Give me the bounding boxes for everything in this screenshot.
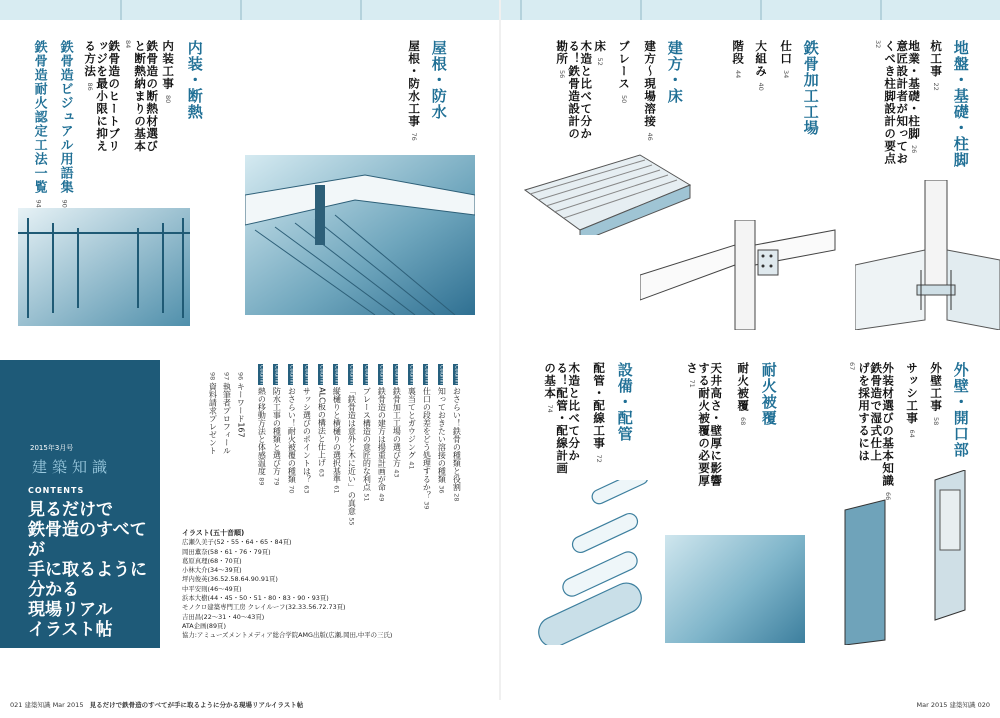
fireproof-ceiling-illustration	[665, 535, 805, 643]
page-number: 94	[34, 199, 43, 208]
pipes-illustration	[530, 480, 650, 645]
page-number: 43	[392, 467, 401, 478]
toc-item-label: 仕口	[779, 40, 794, 65]
exterior-wall-illustration	[840, 470, 980, 645]
page-number: 64	[908, 429, 917, 438]
column-tag-icon: Column	[453, 365, 460, 385]
toc-item-label: 天井高さ・壁厚に影響する耐火被覆の必要厚さ	[685, 362, 724, 487]
column-article[interactable]	[287, 364, 295, 494]
column-article-title: 鉄骨加工工場の選び方	[392, 387, 402, 468]
credit-line: 広瀬久美子(52・55・64・65・84頁)	[182, 538, 292, 547]
column-tag-icon: Column	[363, 365, 370, 385]
page-number: 51	[362, 491, 371, 502]
column-tag-icon: Column	[378, 365, 385, 385]
section-erection: 建方・床	[665, 40, 684, 104]
credit-line: 葛原真理(68・70頁)	[182, 556, 242, 565]
page-number: 61	[332, 483, 341, 494]
page-number: 56	[558, 70, 567, 79]
toc-item-label: 意匠設計者が知っておくべき柱脚設計の要点	[883, 40, 910, 165]
page-number: 26	[910, 145, 919, 154]
column-article[interactable]	[332, 364, 340, 494]
column-article[interactable]	[272, 364, 280, 494]
page-number: 72	[595, 454, 604, 463]
toc-item-ceiling-height[interactable]	[686, 362, 722, 487]
credit-line: ATA企画(89頁)	[182, 621, 226, 630]
toc-item-label: 木造と比べて分かる！鉄骨造設計の勘所	[555, 40, 594, 140]
toc-item-interior[interactable]	[162, 40, 174, 103]
credit-line: 協力:アミューズメントメディア総合学院AMG出版(広瀬,岡田,中平の三氏)	[182, 631, 393, 640]
toc-item-roof[interactable]	[408, 40, 420, 141]
page-number: 44	[734, 70, 743, 79]
column-tag-icon: Column	[333, 365, 340, 385]
footer-right	[917, 700, 990, 709]
section-steel-shop: 鉄骨加工工場	[801, 40, 820, 136]
credit-line: 浜本大樹(44・45・50・51・80・83・90・93頁)	[182, 593, 329, 602]
column-tag-icon: Column	[303, 365, 310, 385]
toc-item-label: サッシ工事	[905, 362, 920, 425]
toc-item-piping[interactable]	[593, 362, 605, 463]
column-tag-icon: Column	[408, 365, 415, 385]
toc-item-exterior-work[interactable]	[930, 362, 942, 425]
illustration-credits	[182, 528, 392, 640]
feature-title-line: 現場リアル	[28, 600, 113, 621]
back-matter-title: キーワード167	[236, 382, 246, 438]
toc-item-label: 木造と比べて分かる！配管・配線計画の基本	[543, 362, 582, 475]
column-article-title: おさらい！耐火被覆の種類	[287, 387, 297, 484]
column-article[interactable]	[392, 364, 400, 494]
section-foundation: 地盤・基礎・柱脚	[951, 40, 970, 168]
column-article[interactable]	[317, 364, 325, 494]
page-number: 96	[236, 372, 245, 383]
page-number: 90	[60, 199, 69, 208]
footer-date: Mar 2015	[916, 701, 948, 709]
interior-framing-illustration	[18, 208, 190, 326]
column-article[interactable]	[257, 364, 265, 494]
credit-line: 中平安則(46〜49頁)	[182, 584, 242, 593]
toc-item-label: 外装材選びの基本知識	[881, 362, 896, 487]
page-number: 34	[782, 70, 791, 79]
toc-item-fire-list[interactable]	[32, 40, 46, 208]
toc-item-stairs[interactable]	[732, 40, 744, 78]
page-number: 50	[620, 95, 629, 104]
column-tag-icon: Column	[318, 365, 325, 385]
credit-lines	[182, 538, 392, 640]
toc-item-glossary[interactable]	[58, 40, 72, 208]
page-number: 80	[164, 95, 173, 104]
page-number: 71	[688, 379, 697, 388]
back-matter-item[interactable]	[222, 372, 230, 454]
feature-title-line: 分かる	[28, 580, 79, 601]
page-number: 58	[932, 417, 941, 426]
page-number: 79	[272, 475, 281, 486]
page-number: 84	[124, 40, 133, 49]
column-article-title: 鉄骨造の建方は揚重計画が命	[377, 387, 387, 492]
toc-item-label: ブレース	[617, 40, 632, 90]
column-article[interactable]	[407, 364, 415, 494]
column-article-title: 知っておきたい溶接の種類	[437, 387, 447, 484]
toc-item-brace[interactable]	[618, 40, 630, 103]
column-article-title: 防水工事の種類と選び方	[272, 387, 282, 476]
toc-item-label: 鉄骨造で湿式仕上げを採用するには	[857, 362, 884, 462]
page-number: 46	[646, 132, 655, 141]
toc-item-label: 鉄骨造ビジュアル用語集	[57, 40, 73, 194]
page-number: 68	[739, 417, 748, 426]
toc-item-shikuchi[interactable]	[780, 40, 792, 78]
page-number: 55	[347, 515, 356, 526]
toc-item-sash[interactable]	[906, 362, 918, 438]
contents-panel	[0, 360, 160, 648]
column-article-title: 裏当てとガウジング	[407, 387, 417, 460]
roof-illustration	[245, 155, 475, 315]
toc-item-label: 建方〜現場溶接	[643, 40, 658, 128]
contents-label: CONTENTS	[28, 486, 85, 495]
toc-item-wet-finish[interactable]	[846, 362, 882, 462]
credits-heading: イラスト(五十音順)	[182, 529, 245, 537]
toc-item-label: 内装工事	[161, 40, 176, 90]
page-number: 63	[302, 483, 311, 494]
column-article-title: サッシ選びのポイントは？	[302, 387, 312, 484]
toc-item-label: 配管・配線工事	[592, 362, 607, 450]
page-number: 40	[757, 82, 766, 91]
column-article-title: 「鉄骨造は意外と木に近い」の真意	[347, 387, 357, 516]
column-article-title: おさらい！鉄骨の種類と役割	[452, 387, 462, 492]
column-base-illustration	[855, 180, 1000, 330]
column-tag-icon: Column	[393, 365, 400, 385]
column-article[interactable]	[422, 364, 432, 510]
column-article-title: 仕口の段差をどう処理するか？	[422, 387, 432, 500]
feature-title-line: イラスト帖	[28, 620, 113, 641]
column-article-title: ブレース構造の意匠的な利点	[362, 387, 372, 492]
page-number: 32	[874, 40, 883, 49]
column-article[interactable]	[362, 364, 372, 502]
column-article[interactable]	[437, 364, 445, 494]
toc-item-erection[interactable]	[644, 40, 656, 141]
toc-item-fireproof[interactable]	[737, 362, 749, 425]
page-number: 67	[848, 362, 857, 371]
page-number: 70	[287, 483, 296, 494]
section-exterior: 外壁・開口部	[951, 362, 970, 458]
back-matter-title: 資料請求プレゼント	[208, 382, 218, 455]
toc-item-label: 鉄骨造のヒートブリッジを最小限に抑える方法	[83, 40, 122, 153]
credit-line: 岡田薫奈(58・61・76・79頁)	[182, 547, 271, 556]
column-article[interactable]	[302, 364, 310, 494]
footer-page-number: 020	[977, 701, 990, 709]
column-beam-illustration	[640, 220, 840, 330]
page-number: 52	[596, 57, 605, 66]
column-article-title: ALC板の構法と仕上げ	[317, 387, 327, 467]
credit-line: 吉田昌(22〜31・40〜43頁)	[182, 612, 265, 621]
toc-item-designer[interactable]	[872, 40, 908, 170]
toc-item-label: 外壁工事	[929, 362, 944, 412]
toc-item-piping-plan[interactable]	[544, 362, 580, 482]
column-tag-icon: Column	[273, 365, 280, 385]
toc-item-insulation[interactable]	[122, 40, 158, 158]
page-number: 41	[407, 459, 416, 470]
section-equipment: 設備・配管	[615, 362, 634, 442]
page-number: 49	[377, 491, 386, 502]
toc-item-compare-wood[interactable]	[556, 40, 592, 150]
back-matter-item[interactable]	[236, 372, 244, 438]
page-number: 76	[410, 132, 419, 141]
magazine-name: 建築知識	[32, 458, 113, 476]
page-number: 97	[222, 372, 231, 383]
feature-title-line: 手に取るように	[28, 560, 147, 581]
toc-item-label: 鉄骨造の断熱材選びと断熱納まりの基本	[133, 40, 160, 153]
column-tag-icon: Column	[423, 365, 430, 385]
column-article[interactable]	[452, 364, 462, 502]
toc-item-label: 大組み	[754, 40, 769, 78]
page-number: 86	[86, 82, 95, 91]
feature-title-line: 見るだけで	[28, 500, 113, 520]
page-number: 89	[257, 475, 266, 486]
section-roof: 屋根・防水	[429, 40, 448, 120]
feature-title	[28, 500, 160, 640]
toc-item-label: 耐火被覆	[736, 362, 751, 412]
page-number: 39	[422, 499, 431, 510]
credit-line: モノクロ建築専門工房 クレイルーフ(32.33.56.72.73頁)	[182, 603, 346, 612]
toc-item-heat-bridge[interactable]	[84, 40, 120, 160]
column-article-title: 縦樋りと横樋りの選択基準	[332, 387, 342, 484]
footer-date: Mar 2015	[52, 701, 84, 709]
toc-item-label: 杭工事	[929, 40, 944, 78]
column-tag-icon: Column	[258, 365, 265, 385]
column-tag-icon: Column	[348, 365, 355, 385]
column-tag-icon: Column	[288, 365, 295, 385]
section-fireproof: 耐火被覆	[759, 362, 778, 426]
center-gutter	[499, 0, 501, 700]
page-number: 98	[208, 372, 217, 383]
page-number: 66	[884, 492, 893, 501]
footer-magazine: 建築知識	[24, 701, 51, 709]
page-number: 22	[932, 82, 941, 91]
column-article-title: 熱の移動方法と体感温度	[257, 387, 267, 476]
toc-item-earthwork[interactable]	[908, 40, 920, 153]
toc-item-large-assembly[interactable]	[755, 40, 767, 91]
toc-item-label: 階段	[731, 40, 746, 65]
page-number: 28	[452, 491, 461, 502]
page-number: 74	[546, 404, 555, 413]
footer-left	[10, 700, 303, 709]
toc-item-floor[interactable]	[594, 40, 606, 66]
credit-line: 小林大介(34〜39頁)	[182, 566, 242, 575]
column-tag-icon: Column	[438, 365, 445, 385]
toc-item-label: 床	[593, 40, 608, 53]
page-number: 63	[317, 466, 326, 478]
toc-item-pile[interactable]	[930, 40, 942, 91]
toc-item-label: 鉄骨造耐火認定工法一覧	[31, 40, 47, 194]
column-article[interactable]	[377, 364, 387, 502]
footer-magazine: 建築知識	[949, 701, 976, 709]
column-article[interactable]	[347, 364, 357, 526]
back-matter-item[interactable]	[208, 372, 216, 454]
toc-item-label: 地業・基礎・柱脚	[907, 40, 922, 140]
back-matter-title: 執筆者プロフィール	[222, 382, 232, 455]
toc-item-label: 屋根・防水工事	[407, 40, 422, 128]
feature-title-line: 鉄骨造のすべてが	[28, 520, 147, 561]
issue-date: 2015年3月号	[30, 444, 74, 452]
section-interior: 内装・断熱	[185, 40, 204, 120]
credit-line: 坪内俊英(36.52.58.64.90.91頁)	[182, 575, 278, 584]
footer-title: 見るだけで鉄骨造のすべてが手に取るように分かる現場リアルイラスト帖	[89, 701, 304, 709]
page-number: 36	[437, 483, 446, 494]
footer-page-number: 021	[10, 701, 23, 709]
